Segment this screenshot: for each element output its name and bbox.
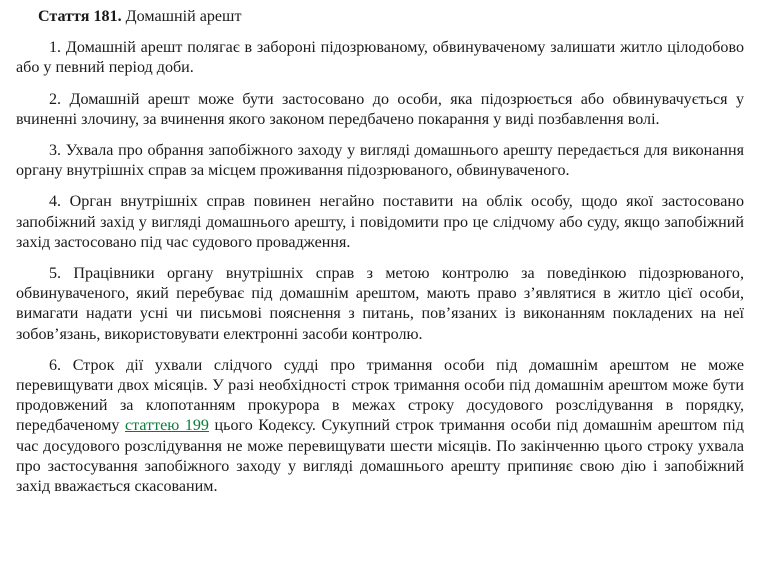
paragraph-6-text-end: цього Кодексу. Сукупний строк тримання особи під домашнім арештом під час досудового розслідування не може перевищувати шести місяців. По закінченню цього строку ухвала про застосування запобіжного заходу у вигляді домашнього арешту припиняє свою дію і запобіжний захід вважається скасованим.: [16, 417, 744, 496]
paragraph-2: 2. Домашній арешт може бути застосовано до особи, яка підозрюється або обвинувачується у вчиненні злочину, за вчинення якого законом передбачено покарання у виді позбавлення волі.: [16, 90, 744, 128]
paragraph-5: 5. Працівники органу внутрішніх справ з метою контролю за поведінкою підозрюваного, обвинуваченого, який перебуває під домашнім арештом, мають право з’являтися в житло цієї особи, вимагати надати усні чи письмові пояснення з питань, пов’язаних із виконанням покладених на неї зобов’язань, використовувати електронні засоби контролю.: [16, 265, 744, 343]
paragraph-6: [16, 356, 744, 497]
paragraph-4: 4. Орган внутрішніх справ повинен негайно поставити на облік особу, щодо якої застосовано запобіжний захід у вигляді домашнього арешту, і повідомити про це слідчому або суду, якщо запобіжний захід застосовано під час судового провадження.: [16, 193, 744, 251]
paragraph-6-text-start: 6. Строк дії ухвали слідчого судді про тримання особи під домашнім арештом не може перевищувати двох місяців. У разі необхідності строк тримання особи під домашнім арештом може бути продовжений за клопотанням прокурора в межах строку досудового розслідування в порядку, передбаченому: [16, 356, 744, 435]
article-title: Домашній арешт: [125, 8, 242, 25]
article-number: Стаття 181.: [38, 8, 122, 25]
paragraph-1: 1. Домашній арешт полягає в забороні підозрюваному, обвинуваченому залишати житло цілодобово або у певний період доби.: [16, 39, 744, 77]
paragraph-3: 3. Ухвала про обрання запобіжного заходу у вигляді домашнього арешту передається для виконання органу внутрішніх справ за місцем проживання підозрюваного, обвинуваченого.: [16, 142, 744, 180]
article-heading: [16, 7, 744, 27]
article-199-link[interactable]: статтею 199: [124, 417, 209, 435]
